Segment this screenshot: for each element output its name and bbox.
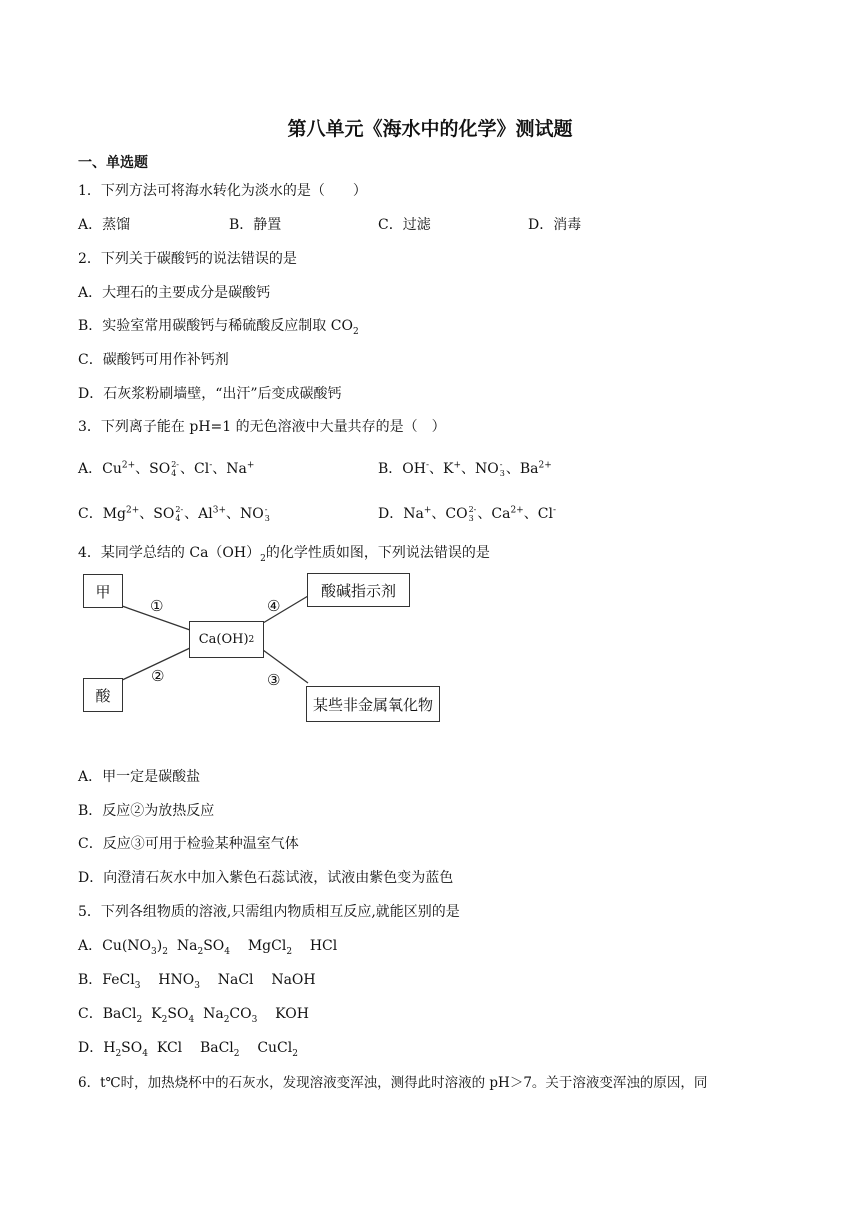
box-jia: 甲: [83, 574, 123, 608]
option-label: D．: [378, 506, 404, 522]
q2-option-a: A．大理石的主要成分是碳酸钙: [78, 285, 271, 301]
q5-option-c: C．BaCl$_2$ $K_2SO_4$ $Na_2CO_3$ KOH: [78, 1006, 309, 1025]
question-2-stem: 2．下列关于碳酸钙的说法错误的是: [78, 251, 297, 267]
option-label: B．: [378, 461, 403, 477]
label-reaction-1: ①: [150, 597, 164, 615]
q2-option-d: D．石灰浆粉刷墙壁，“出汗”后变成碳酸钙: [78, 386, 342, 402]
q5-option-b: B．FeCl$_3$ $HNO_3$ NaCl NaOH: [78, 972, 316, 991]
question-5-stem: 5．下列各组物质的溶液,只需组内物质相互反应,就能区别的是: [78, 904, 460, 920]
label-reaction-4: ④: [267, 597, 281, 615]
option-label: C．: [78, 506, 103, 522]
page-title: 第八单元《海水中的化学》测试题: [287, 118, 573, 140]
box-center: [189, 621, 264, 658]
q2-option-c: C．碳酸钙可用作补钙剂: [78, 352, 229, 368]
q4-option-a: A．甲一定是碳酸盐: [78, 769, 201, 785]
q3-option-a: A．$Cu^{2+}$、SO 2- 4 、Cl-、Na+: [78, 460, 255, 478]
q4-option-c: C．反应③可用于检验某种温室气体: [78, 836, 299, 852]
q3-option-d: D．Na+、CO 2- 3 、$Ca^{2+}$、Cl-: [378, 505, 556, 523]
section-heading: 一、单选题: [78, 155, 148, 171]
question-1-stem: 1．下列方法可将海水转化为淡水的是（ ）: [78, 183, 367, 199]
q3-option-c: C．$Mg^{2+}$、SO 2- 4 、$Al^{3+}$、NO - 3: [78, 505, 270, 523]
q1-option-b: B．静置: [229, 217, 282, 233]
stem-part: 4．某同学总结的 Ca（OH）: [78, 545, 261, 561]
subscript: 2: [352, 326, 359, 337]
question-6-stem: 6．t℃时，加热烧杯中的石灰水，发现溶液变浑浊，测得此时溶液的 pH＞7。关于溶液变浑浊的原因，同: [78, 1075, 708, 1091]
box-acid: 酸: [83, 678, 123, 712]
center-text: Ca(OH): [198, 632, 249, 647]
option-label: A．: [78, 461, 103, 477]
q5-option-d: D．$H_2SO_4$ KCl BaCl$_2$ CuCl$_2$: [78, 1040, 298, 1059]
question-3-stem: 3．下列离子能在 pH=1 的无色溶液中大量共存的是（ ）: [78, 419, 446, 435]
subscript: 2: [248, 634, 255, 645]
q2-option-b: [78, 315, 359, 337]
q1-option-d: D．消毒: [528, 217, 582, 233]
box-oxide: 某些非金属氧化物: [306, 686, 440, 722]
q3-option-b: B．OH-、K+、NO - 3 、$Ba^{2+}$: [378, 460, 552, 478]
q5-option-a: A．$Cu(NO_3)_2$ $Na_2SO_4$ MgCl$_2$ HCl: [78, 938, 338, 957]
q4-option-d: D．向澄清石灰水中加入紫色石蕊试液，试液由紫色变为蓝色: [78, 870, 454, 886]
stem-part: 的化学性质如图，下列说法错误的是: [265, 545, 490, 561]
caoh2-properties-diagram: [80, 570, 450, 730]
box-indicator: 酸碱指示剂: [307, 573, 410, 607]
q1-option-a: A．蒸馏: [78, 217, 131, 233]
subscript: 2: [260, 553, 266, 564]
label-reaction-2: ②: [151, 667, 165, 685]
question-4-stem: [78, 542, 490, 564]
label-reaction-3: ③: [267, 671, 281, 689]
q2-option-b-text: B．实验室常用碳酸钙与稀硫酸反应制取 CO: [78, 318, 353, 334]
q4-option-b: B．反应②为放热反应: [78, 803, 215, 819]
q1-option-c: C．过滤: [378, 217, 431, 233]
